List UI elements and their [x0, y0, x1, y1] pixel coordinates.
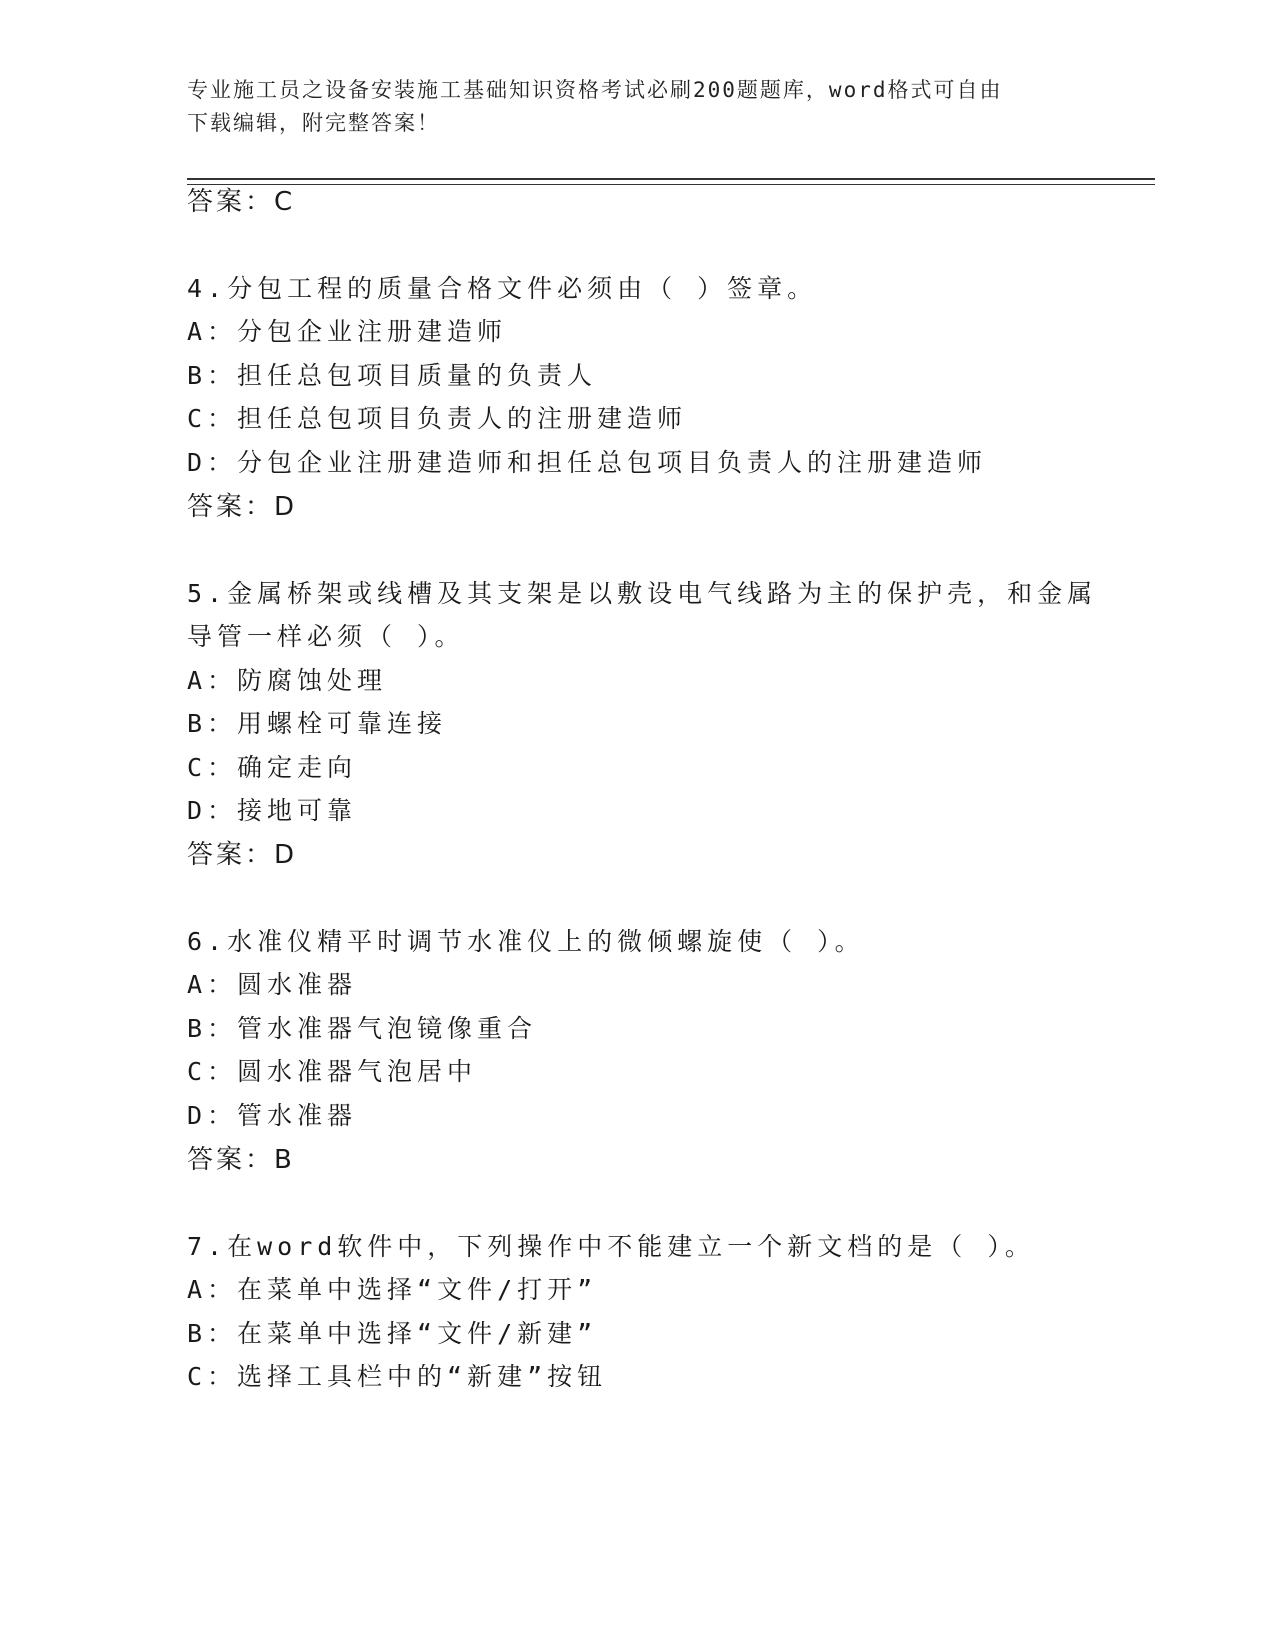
question-6-option-c: C：圆水准器气泡居中	[187, 1057, 478, 1086]
question-5-option-b: B：用螺栓可靠连接	[187, 709, 448, 738]
question-6-option-a: A：圆水准器	[187, 970, 358, 999]
question-7-option-c: C：选择工具栏中的“新建”按钮	[187, 1362, 608, 1391]
question-5-stem-line-1: 5.金属桥架或线槽及其支架是以敷设电气线路为主的保护壳，和金属	[187, 579, 1098, 608]
header-line-2: 下载编辑，附完整答案！	[187, 111, 440, 135]
question-5-option-a: A：防腐蚀处理	[187, 666, 388, 695]
question-6-option-d: D：管水准器	[187, 1101, 358, 1130]
question-6-option-b: B：管水准器气泡镜像重合	[187, 1014, 538, 1043]
header-divider-thin	[187, 184, 1155, 185]
document-header	[187, 74, 1087, 140]
answer-q6: 答案：B	[187, 1145, 295, 1175]
question-4-option-b: B：担任总包项目质量的负责人	[187, 361, 598, 390]
question-7-stem: 7.在word软件中，下列操作中不能建立一个新文档的是（ ）。	[187, 1232, 1035, 1261]
header-divider-thick	[187, 178, 1155, 180]
question-5-option-d: D：接地可靠	[187, 796, 358, 825]
question-4-stem: 4.分包工程的质量合格文件必须由（ ）签章。	[187, 274, 818, 303]
header-line-1: 专业施工员之设备安装施工基础知识资格考试必刷200题题库，word格式可自由	[187, 78, 1003, 102]
question-5-stem-line-2: 导管一样必须（ ）。	[187, 622, 465, 651]
question-7-option-b: B：在菜单中选择“文件/新建”	[187, 1319, 598, 1348]
answer-q5: 答案：D	[187, 840, 298, 870]
answer-q4: 答案：D	[187, 492, 298, 522]
question-5-option-c: C：确定走向	[187, 753, 358, 782]
question-6-stem: 6.水准仪精平时调节水准仪上的微倾螺旋使（ ）。	[187, 927, 865, 956]
question-4-option-d: D：分包企业注册建造师和担任总包项目负责人的注册建造师	[187, 448, 988, 477]
answer-q3: 答案：C	[187, 187, 296, 217]
question-4-option-a: A：分包企业注册建造师	[187, 317, 508, 346]
question-7-option-a: A：在菜单中选择“文件/打开”	[187, 1275, 598, 1304]
question-4-option-c: C：担任总包项目负责人的注册建造师	[187, 404, 688, 433]
